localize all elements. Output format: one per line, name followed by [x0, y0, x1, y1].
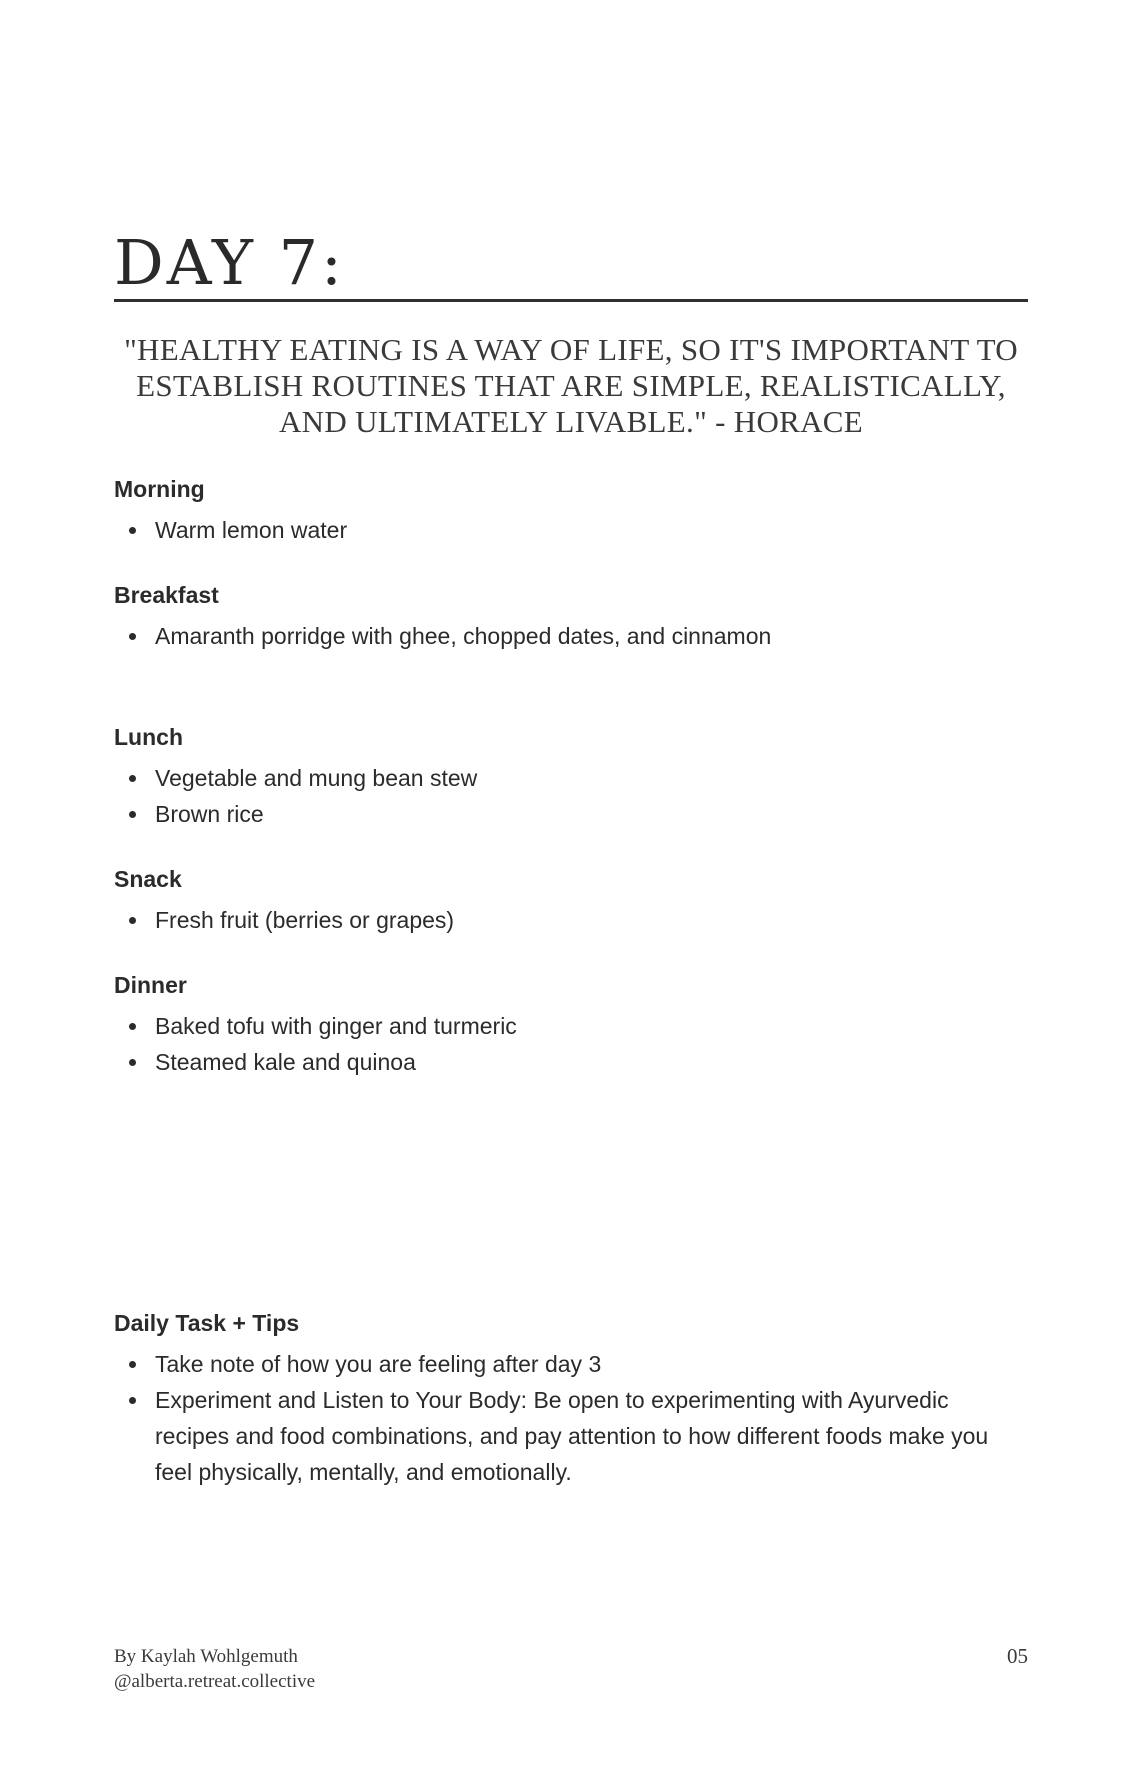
title-divider [114, 299, 1028, 302]
morning-heading: Morning [114, 476, 205, 502]
lunch-list [114, 760, 1034, 832]
list-item: Steamed kale and quinoa [114, 1044, 1034, 1080]
dinner-section [114, 970, 1034, 1080]
quote: "HEALTHY EATING IS A WAY OF LIFE, SO IT'S IMPORTANT TO ESTABLISH ROUTINES THAT ARE SIMPLE, REALISTICALLY, AND ULTIMATELY LIVABLE." - HORACE [124, 332, 1018, 439]
list-item: Vegetable and mung bean stew [114, 760, 1034, 796]
breakfast-list [114, 618, 1034, 654]
page-number: 05 [1007, 1644, 1028, 1668]
footer-handle: @alberta.retreat.collective [114, 1671, 316, 1692]
lunch-heading: Lunch [114, 724, 183, 750]
list-item: Warm lemon water [114, 512, 1034, 548]
tips-heading: Daily Task + Tips [114, 1310, 300, 1336]
footer-author: By Kaylah Wohlgemuth [114, 1646, 298, 1667]
list-item: Take note of how you are feeling after day 3 [114, 1346, 1024, 1382]
snack-heading: Snack [114, 866, 182, 892]
breakfast-section [114, 580, 1034, 654]
tips-section [114, 1308, 1024, 1490]
list-item: Fresh fruit (berries or grapes) [114, 902, 1034, 938]
list-item: Brown rice [114, 796, 1034, 832]
snack-section [114, 864, 1034, 938]
morning-section [114, 474, 1034, 548]
morning-list [114, 512, 1034, 548]
list-item: Amaranth porridge with ghee, chopped dates, and cinnamon [114, 618, 1034, 654]
list-item: Baked tofu with ginger and turmeric [114, 1008, 1034, 1044]
dinner-list [114, 1008, 1034, 1080]
dinner-heading: Dinner [114, 972, 187, 998]
footer-credits [114, 1644, 315, 1694]
day-title: DAY 7: [114, 226, 345, 299]
list-item: Experiment and Listen to Your Body: Be open to experimenting with Ayurvedic recipes and food combinations, and pay attention to how different foods make you feel physically, mentally, and emotionally. [114, 1382, 1024, 1490]
lunch-section [114, 722, 1034, 832]
tips-list [114, 1346, 1024, 1490]
breakfast-heading: Breakfast [114, 582, 219, 608]
snack-list [114, 902, 1034, 938]
